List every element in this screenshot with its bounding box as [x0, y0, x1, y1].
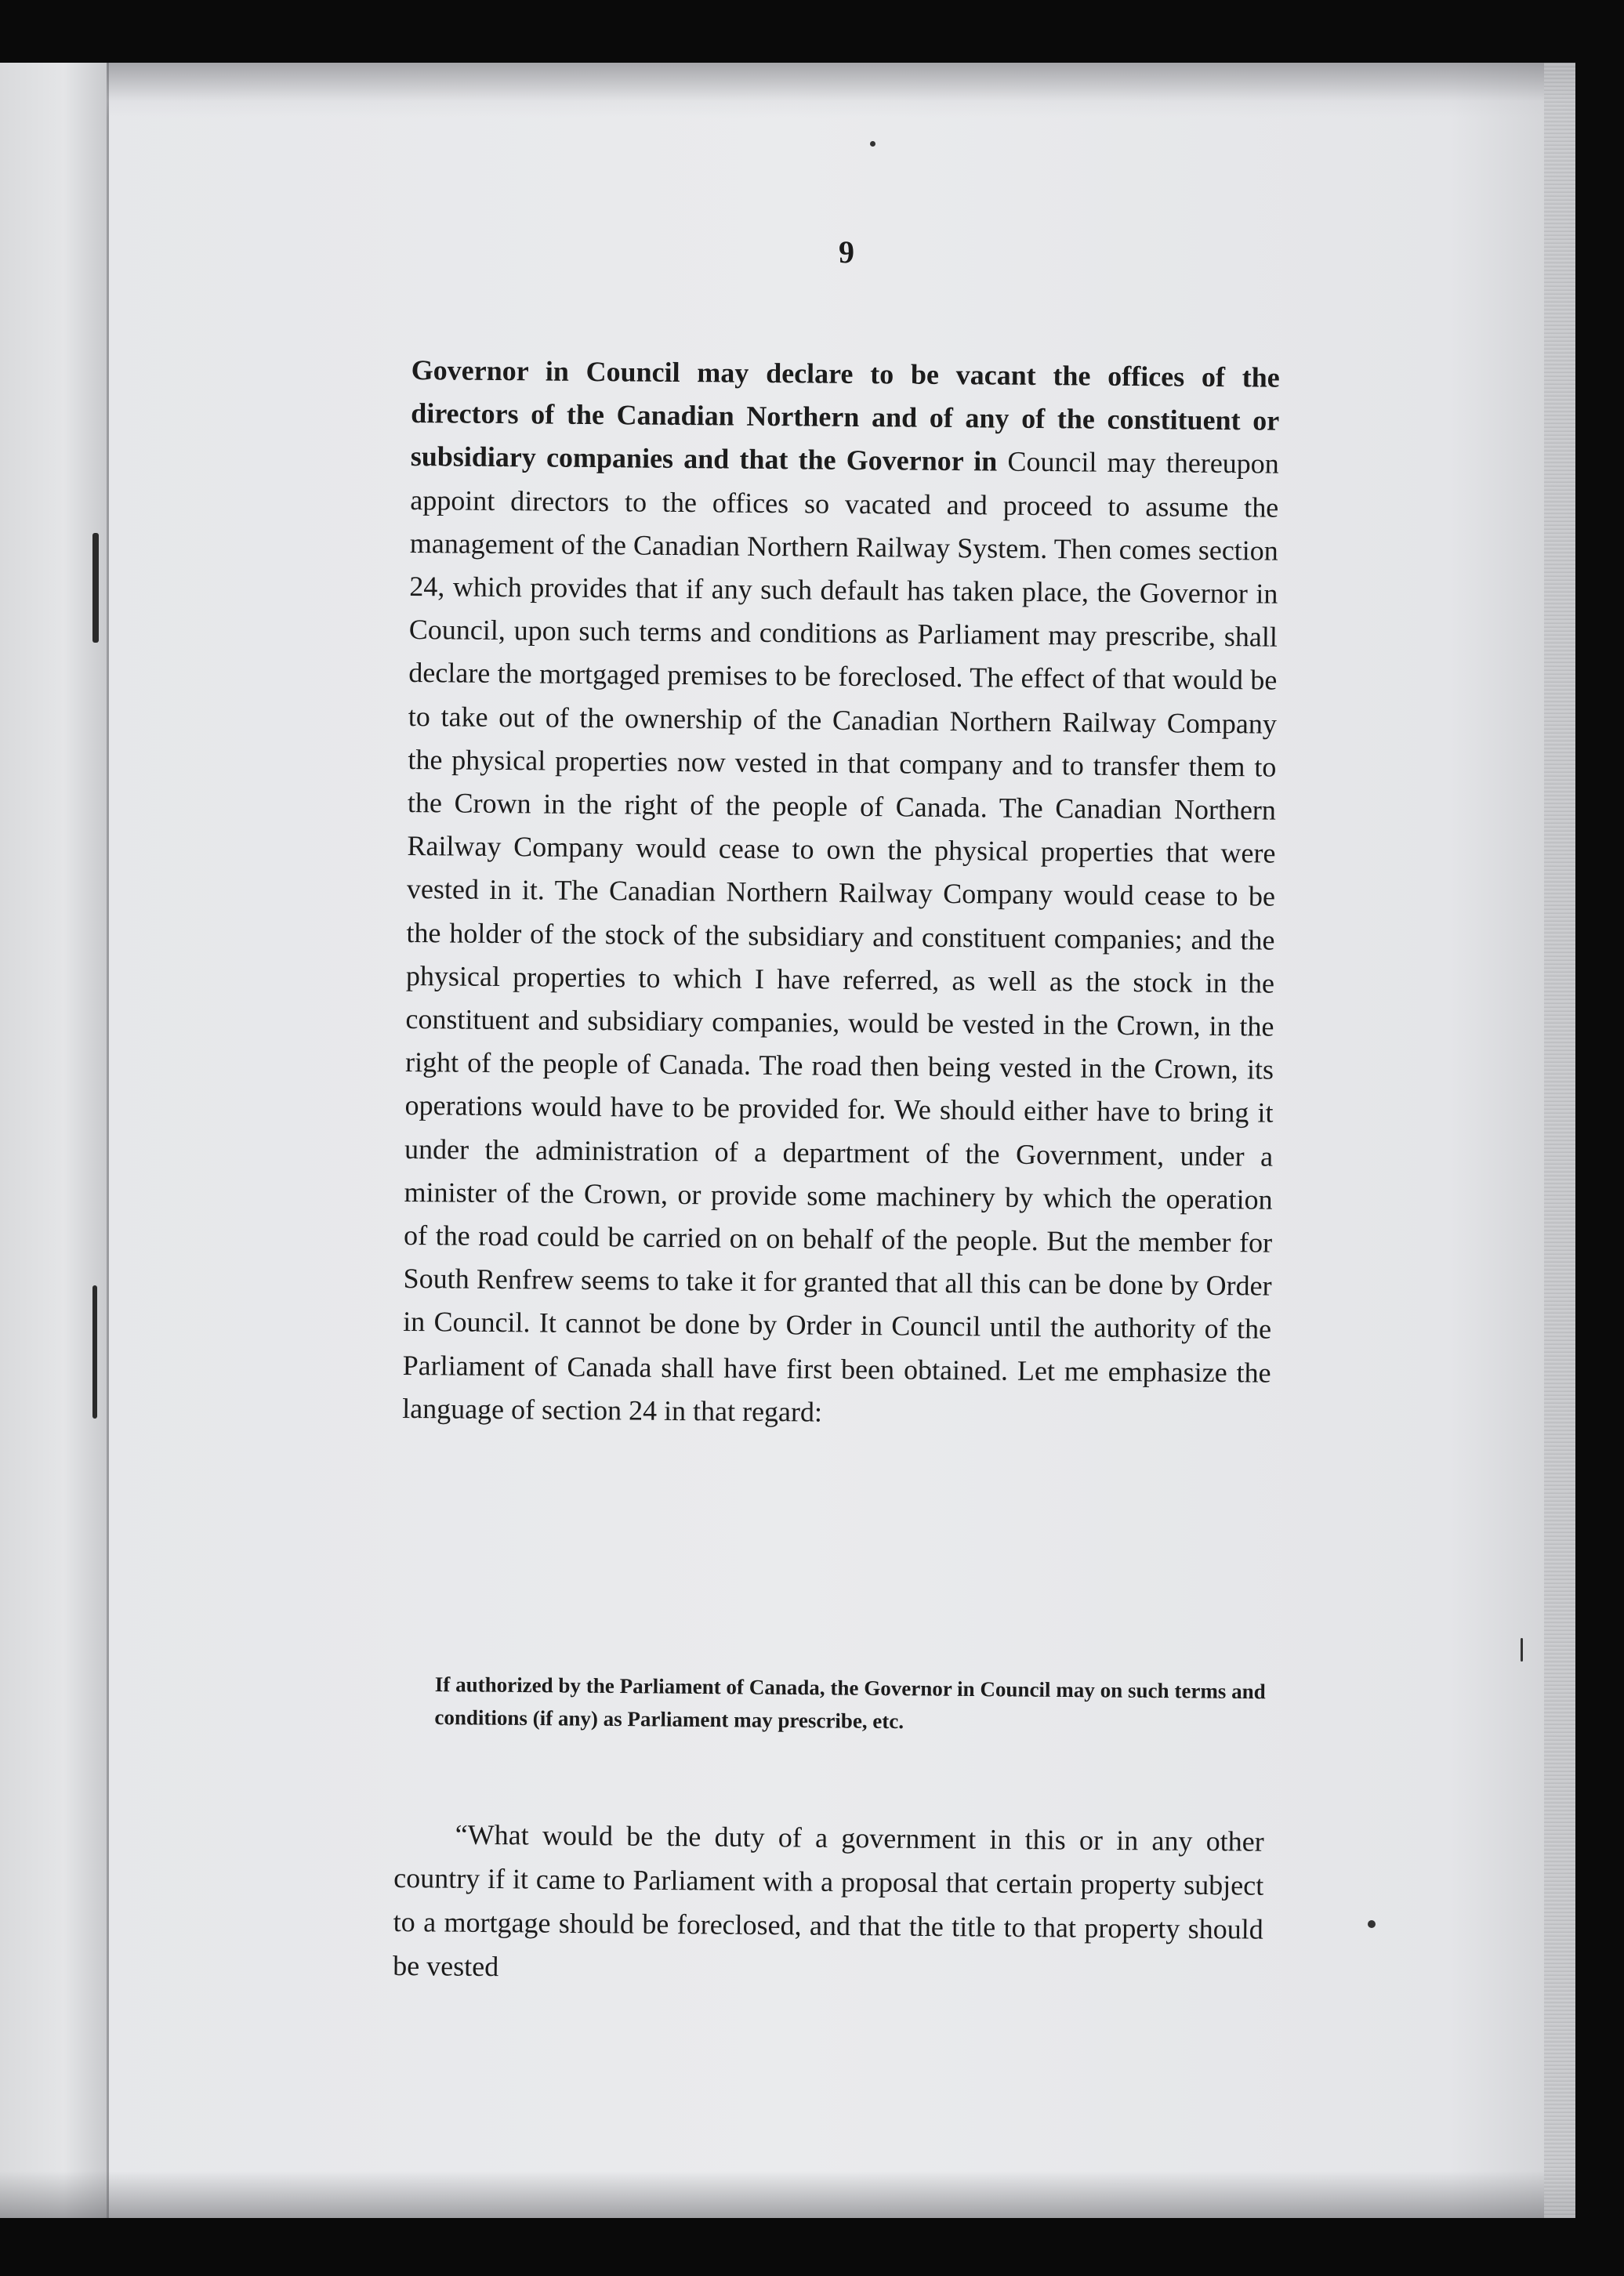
- closing-paragraph: [393, 1812, 1264, 1995]
- block-quote: If authorized by the Parliament of Canada, the Governor in Council may on such terms and conditions (if any) as Parliament may prescribe, etc.: [434, 1672, 1266, 1734]
- bottom-shadow: [0, 2171, 1575, 2218]
- binding-mark: [92, 1285, 97, 1419]
- indent: [394, 1843, 455, 1844]
- paper-speck: [1521, 1638, 1523, 1662]
- page-number: 9: [839, 234, 854, 270]
- main-paragraph: [402, 349, 1280, 1438]
- paper-speck: [870, 141, 875, 147]
- left-page-edge: [0, 63, 109, 2218]
- binding-mark: [92, 533, 99, 643]
- paragraph-body: Council may thereupon appoint directors to the offices so vacated and proceed to assume the management of the Canadian Northern Railway System. Then comes section 24, which provides that if any such default has taken place, the Governor in Council, upon such terms and conditions as Parliament may prescribe, shall declare the mortgaged premises to be foreclosed. The effect of that would be to take out of the ownership of the Canadian Northern Railway Company the physical properties now vested in that company and to transfer them to the Crown in the right of the people of Canada. The Canadian Northern Railway Company would cease to own the physical properties that were vested in it. The Canadian Northern Railway Company would cease to be the holder of the stock of the subsidiary and constituent companies; and the physical properties to which I have referred, as well as the stock in the constituent and subsidiary companies, would be vested in the Crown, in the right of the people of Canada. The road then being vested in the Crown, its operations would have to be provided for. We should either have to bring it under the administration of a department of the Government, under a minister of the Crown, or provide some machinery by which the operation of the road could be carried on on behalf of the people. But the member for South Renfrew seems to take it for granted that all this can be done by Order in Council. It cannot be done by Order in Council until the authority of the Parliament of Canada shall have first been obtained. Let me emphasize the language of section 24 in that regard:: [402, 446, 1279, 1428]
- top-shadow: [107, 63, 1575, 118]
- right-page-edge: [1544, 63, 1575, 2218]
- closing-paragraph-text: “What would be the duty of a government in this or in any other country if it came to Parliament with a proposal that certain property subject to a mortgage should be foreclosed, and that the title to that property should be vested: [393, 1818, 1264, 1983]
- paragraph-lead: Governor in Council may declare to be vacant the offices of the directors of the Canadian Northern and of any of the constituent or subsidiary companies and that the Governor in: [410, 353, 1280, 477]
- paper-speck: [1368, 1920, 1376, 1928]
